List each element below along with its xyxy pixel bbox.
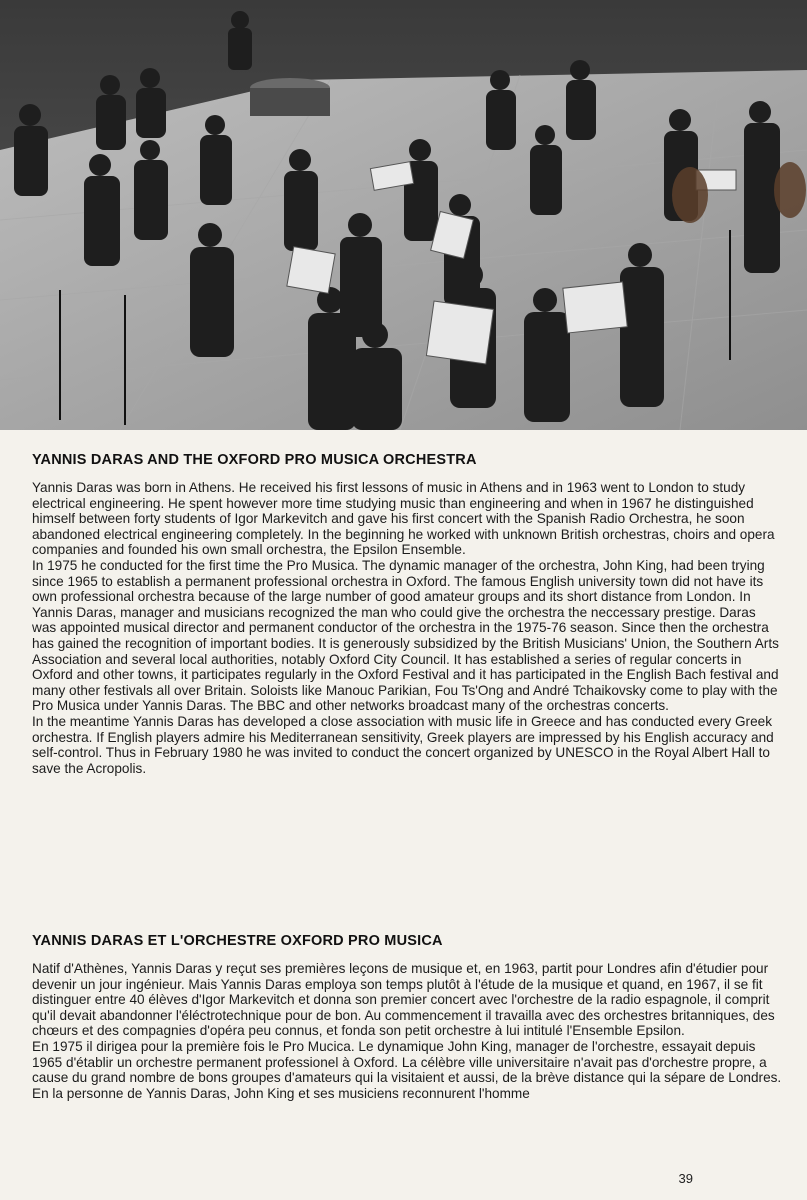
french-paragraph-2: En 1975 il dirigea pour la première fois le Pro Mucica. Le dynamique John King, manager de l'orchestre, essayait depuis 1965 d'établir un orchestre permanent professionel à Oxford. La célèbre ville universitaire n'avait pas d'orchestre propre, a cause du grand nombre de bons groupes d'amateurs qui la visitaient et aussi, de la brève distance qui la sépare de Londres. En la personne de Yannis Daras, John King et ses musiciens reconnurent l'homme <box>32 1038 782 1101</box>
english-paragraph-1: Yannis Daras was born in Athens. He received his first lessons of music in Athens and in 1963 went to London to study electrical engineering. He spent however more time studying music than engineering and when in 1967 he distinguished himself between forty students of Igor Markevitch and gave his first concert with the Spanish Radio Orchestra, he soon abandoned electrical engineering completely. In the beginning he worked with unknown British orchestras, choirs and opera companies and founded his own small orchestra, the Epsilon Ensemble. <box>32 480 775 558</box>
english-heading: YANNIS DARAS AND THE OXFORD PRO MUSICA ORCHESTRA <box>32 452 477 468</box>
page-number: 39 <box>678 1171 693 1186</box>
english-paragraph-2: In 1975 he conducted for the first time the Pro Musica. The dynamic manager of the orchestra, John King, had been trying since 1965 to establish a permanent professional orchestra in Oxford. The famous English university town did not have its own professional orchestra because of the large number of good amateur groups and its short distance from London. In Yannis Daras, manager and musicians recognized the man who could give the orchestra the neccessary prestige. Daras was appointed musical director and permanent conductor of the orchestra in the 1975-76 season. Since then the orchestra has gained the recognition of important bodies. It is generously subsidized by the British Musicians' Union, the Southern Arts Association and several local authorities, notably Oxford City Council. It has established a series of regular concerts in Oxford and other towns, it participates regularly in the Oxford Festival and it has participated in the English Bach festival and many other festivals all over Britain. Soloists like Manouc Parikian, Fou Ts'Ong and André Tchaikovsky come to play with the Pro Musica under Yannis Daras. The BBC and other networks broadcast many of the orchestras concerts. <box>32 557 779 714</box>
french-paragraph-1: Natif d'Athènes, Yannis Daras y reçut ses premières leçons de musique et, en 1963, partit pour Londres afin d'étudier pour devenir un jour ingénieur. Mais Yannis Daras employa son temps plutôt à l'étude de la musique et quand, en 1967, il se fit distinguer entre 40 élèves d'Igor Markevitch et donna son premier concert avec l'orchestre de la radio espagnole, il comprit qu'il devait abandonner l'éléctrotechnique pour de bon. Au commencement il travailla avec des orchestres britanniques, des chœurs et des compagnies d'opéra peu connus, et fonda son petit orchestre à lui intitulé l'Ensemble Epsilon. <box>32 961 775 1039</box>
english-section <box>32 452 782 776</box>
orchestra-photo <box>0 0 807 430</box>
french-heading: YANNIS DARAS ET L'ORCHESTRE OXFORD PRO MUSICA <box>32 933 443 949</box>
french-section <box>32 933 782 1101</box>
english-paragraph-3: In the meantime Yannis Daras has developed a close association with music life in Greece and has conducted every Greek orchestra. If English players admire his Mediterranean sensitivity, Greek players are impressed by his English accuracy and self-control. Thus in February 1980 he was invited to conduct the concert organized by UNESCO in the Royal Albert Hall to save the Acropolis. <box>32 713 774 776</box>
